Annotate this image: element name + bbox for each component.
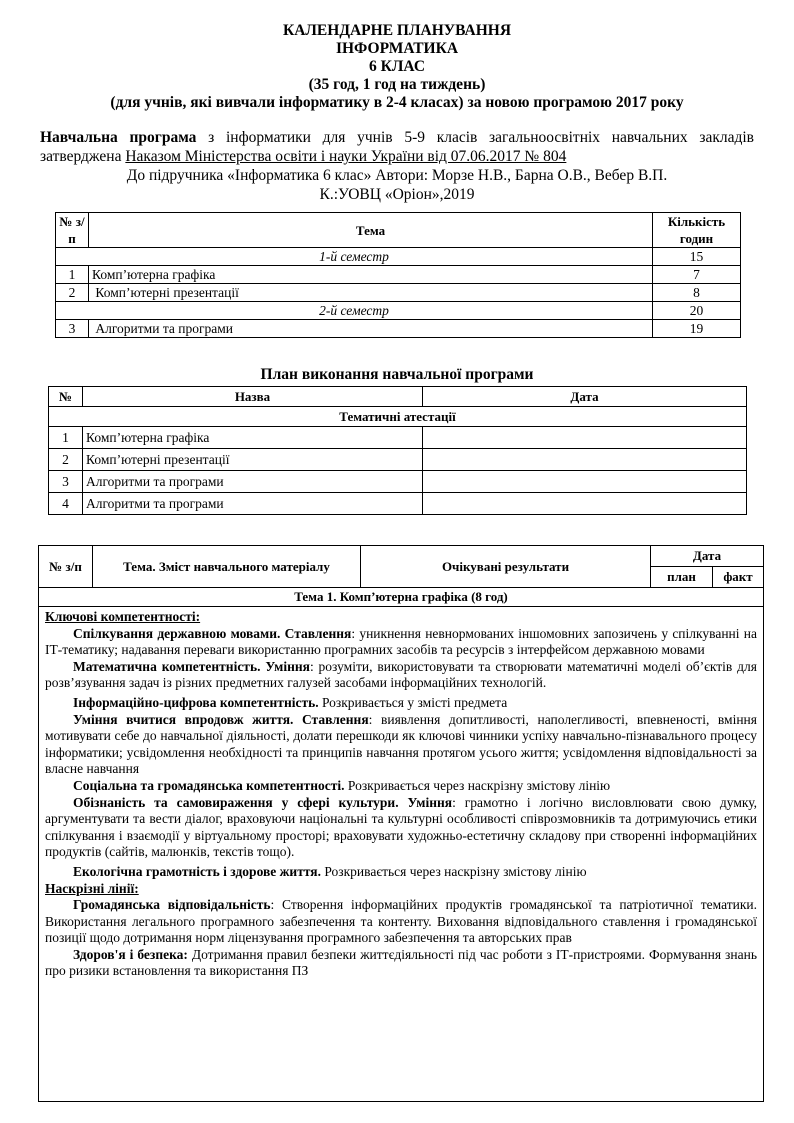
plan-subheader: Тематичні атестації [49, 407, 747, 427]
topic-row [56, 266, 741, 284]
lesson-col-fact: факт [713, 567, 764, 588]
topic-name: Алгоритми та програми [89, 320, 653, 338]
col-topic-header: Тема [89, 213, 653, 248]
lesson-topic-title: Тема 1. Комп’ютерна графіка (8 год) [39, 588, 764, 607]
program-description [40, 128, 754, 166]
plan-row-date [423, 493, 747, 515]
cross-line-health: Здоров'я і безпека: Дотримання правил безпеки життєдіяльності під час роботи з ІТ-пристроями. Формування знань про ризики встановлення та використання ПЗ [45, 946, 757, 979]
plan-row-num: 2 [49, 449, 83, 471]
semester-row [56, 248, 741, 266]
plan-subheader-row [49, 407, 747, 427]
lesson-topic-row [39, 588, 764, 607]
plan-row [49, 427, 747, 449]
competency-culture: Обізнаність та самовираження у сфері культури. Уміння: грамотно і логічно висловлювати свою думку, аргументувати та вести діалог, враховуючи національні та культурні особливості співрозмовників та дотримуючись етики спілкування і взаємодії у віртуальному просторі; враховувати художньо-естетичну складову при створенні інформаційних продуктів (сайтів, малюнків, текстів тощо). [45, 794, 758, 860]
col-num-header: № з/п [56, 213, 89, 248]
plan-col-num: № [49, 387, 83, 407]
topic-num: 3 [56, 320, 89, 338]
topic-row [56, 284, 741, 302]
topic-name: Комп’ютерна графіка [89, 266, 653, 284]
document-header [30, 22, 764, 112]
competency-social: Соціальна та громадянська компетентності. Розкривається через наскрізну змістову лінію [73, 777, 611, 793]
plan-title: План виконання навчальної програми [260, 366, 534, 383]
plan-row [49, 471, 747, 493]
competency-learning: Уміння вчитися впродовж життя. Ставлення: виявлення допитливості, наполегливості, впевненості, вміння мотивувати себе до навчальної діяльності, долати перешкоди як ключові чинники успіху навчально-пізнавального процесу інформатики; усвідомлення необхідності та принципів навчання протягом усього життя; усвідомлення відповідальності за власне навчання [45, 711, 757, 777]
topics-table-header [56, 213, 741, 248]
cross-lines-heading: Наскрізні лінії: [45, 880, 139, 896]
plan-row-name: Комп’ютерні презентації [83, 449, 423, 471]
lesson-table [38, 545, 764, 607]
plan-col-date: Дата [423, 387, 747, 407]
plan-row-date [423, 427, 747, 449]
plan-table [48, 386, 747, 515]
program-text: з інформатики для учнів 5-9 класів загальноосвітніх навчальних закладів затверджена [40, 129, 754, 165]
plan-row-name: Алгоритми та програми [83, 471, 423, 493]
plan-table-body [49, 427, 747, 515]
topic-hours: 7 [653, 266, 741, 284]
topic-row [56, 320, 741, 338]
lesson-col-plan: план [651, 567, 713, 588]
semester-label: 2-й семестр [56, 302, 653, 320]
publisher-line: К.:УОВЦ «Оріон»,2019 [319, 186, 475, 203]
plan-row-num: 3 [49, 471, 83, 493]
header-grade: 6 КЛАС [368, 58, 426, 75]
plan-row [49, 449, 747, 471]
lesson-col-results: Очікувані результати [361, 546, 651, 588]
lesson-col-num: № з/п [39, 546, 93, 588]
key-competencies-heading: Ключові компетентності: [45, 609, 201, 624]
order-link[interactable]: Наказом Міністерства освіти і науки України від 07.06.2017 № 804 [125, 148, 567, 165]
plan-row-date [423, 471, 747, 493]
competency-language: Спілкування державною мовами. Ставлення: уникнення невнормованих іншомовних запозичень у спілкуванні на ІТ-тематику; надавання переваги використанню програмних засобів та ресурсів з інтерфейсом державною мовами [45, 625, 757, 658]
topic-hours: 20 [653, 302, 741, 320]
topic-hours: 15 [653, 248, 741, 266]
topic-hours: 19 [653, 320, 741, 338]
header-note: (для учнів, які вивчали інформатику в 2-4 класах) за новою програмою 2017 року [110, 94, 684, 111]
lesson-table-header-1 [39, 546, 764, 567]
topics-table [55, 212, 741, 338]
semester-row [56, 302, 741, 320]
topic-num: 2 [56, 284, 89, 302]
textbook-line: До підручника «Інформатика 6 клас» Автори: Морзе Н.В., Барна О.В., Вебер В.П. [126, 167, 668, 184]
competencies-block [38, 606, 764, 1102]
plan-row-name: Алгоритми та програми [83, 493, 423, 515]
program-info [40, 128, 754, 204]
plan-table-header [49, 387, 747, 407]
topic-name: Комп’ютерні презентації [89, 284, 653, 302]
competency-digital: Інформаційно-цифрова компетентність. Розкривається у змісті предмета [73, 694, 508, 710]
plan-row-num: 1 [49, 427, 83, 449]
lesson-col-date: Дата [651, 546, 764, 567]
topic-hours: 8 [653, 284, 741, 302]
topic-num: 1 [56, 266, 89, 284]
plan-row [49, 493, 747, 515]
plan-row-name: Комп’ютерна графіка [83, 427, 423, 449]
plan-row-num: 4 [49, 493, 83, 515]
header-title: КАЛЕНДАРНЕ ПЛАНУВАННЯ [282, 22, 512, 39]
col-hours-header: Кількість годин [653, 213, 741, 248]
program-label: Навчальна програма [40, 129, 197, 146]
plan-col-name: Назва [83, 387, 423, 407]
header-hours: (35 год, 1 год на тиждень) [308, 76, 486, 93]
lesson-col-topic: Тема. Зміст навчального матеріалу [93, 546, 361, 588]
topics-table-body [56, 248, 741, 338]
competency-math: Математична компетентність. Уміння: розуміти, використовувати та створювати математичні моделі об’єктів для розв’язування задач із різних предметних галузей засобами інформаційних технологій. [45, 658, 757, 691]
header-subject: ІНФОРМАТИКА [335, 40, 459, 57]
semester-label: 1-й семестр [56, 248, 653, 266]
competency-ecology: Екологічна грамотність і здорове життя. Розкривається через наскрізну змістову лінію [73, 863, 587, 879]
cross-line-civic: Громадянська відповідальність: Створення інформаційних продуктів громадянської та патріотичної тематики. Використання легального програмного забезпечення та контенту. Виховання відповідального ставлення і громадянської позиції щодо дотримання норм ліцензування програмного забезпечення та авторських прав [45, 897, 757, 946]
plan-row-date [423, 449, 747, 471]
